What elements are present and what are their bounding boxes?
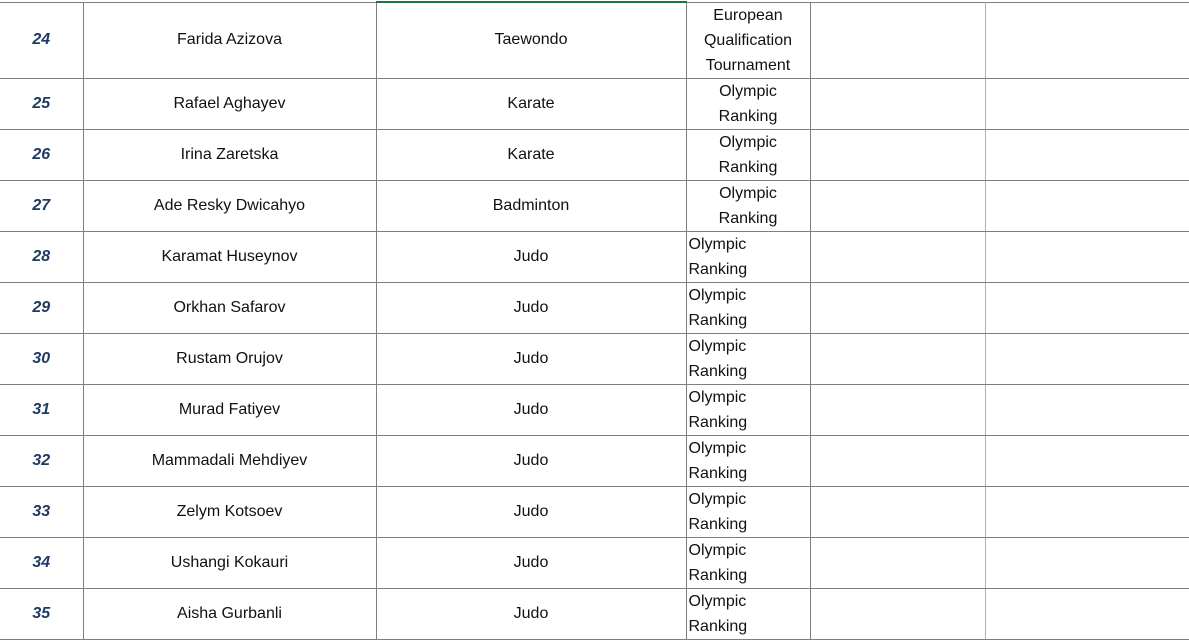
empty-cell[interactable] [985, 282, 1189, 333]
qualification-cell[interactable] [686, 2, 810, 78]
athlete-name-cell[interactable]: Murad Fatiyev [83, 384, 376, 435]
table-row [0, 384, 1189, 435]
empty-cell[interactable] [985, 231, 1189, 282]
empty-cell[interactable] [985, 486, 1189, 537]
empty-cell[interactable] [985, 333, 1189, 384]
empty-cell[interactable] [810, 129, 985, 180]
empty-cell[interactable] [985, 384, 1189, 435]
qualification-line: Ranking [688, 260, 748, 278]
qualification-line: Olympic [688, 286, 747, 304]
table-row [0, 435, 1189, 486]
qualification-cell[interactable] [686, 333, 810, 384]
athlete-table [0, 1, 1189, 640]
athlete-name-cell[interactable]: Ade Resky Dwicahyo [83, 180, 376, 231]
table-row [0, 333, 1189, 384]
sport-cell[interactable]: Judo [376, 435, 686, 486]
empty-cell[interactable] [985, 180, 1189, 231]
qualification-line: Ranking [718, 158, 778, 176]
qualification-line: Ranking [718, 107, 778, 125]
sport-cell[interactable]: Karate [376, 129, 686, 180]
qualification-cell[interactable] [686, 129, 810, 180]
qualification-cell[interactable] [686, 486, 810, 537]
qualification-line: Ranking [688, 362, 748, 380]
table-row [0, 588, 1189, 639]
sport-cell[interactable]: Judo [376, 282, 686, 333]
empty-cell[interactable] [810, 537, 985, 588]
empty-cell[interactable] [810, 231, 985, 282]
athlete-name-cell[interactable]: Aisha Gurbanli [83, 588, 376, 639]
athlete-name-cell[interactable]: Rustam Orujov [83, 333, 376, 384]
qualification-line: European [713, 6, 783, 24]
empty-cell[interactable] [985, 435, 1189, 486]
athlete-name-cell[interactable]: Mammadali Mehdiyev [83, 435, 376, 486]
sport-cell[interactable]: Judo [376, 231, 686, 282]
qualification-line: Ranking [688, 464, 748, 482]
qualification-cell[interactable] [686, 384, 810, 435]
table-row [0, 180, 1189, 231]
table-row [0, 486, 1189, 537]
sport-cell[interactable]: Judo [376, 588, 686, 639]
sport-cell[interactable]: Judo [376, 384, 686, 435]
empty-cell[interactable] [985, 537, 1189, 588]
qualification-line: Olympic [719, 133, 777, 151]
table-row [0, 129, 1189, 180]
table-row [0, 231, 1189, 282]
empty-cell[interactable] [985, 588, 1189, 639]
empty-cell[interactable] [810, 384, 985, 435]
sport-cell[interactable]: Taewondo [376, 2, 686, 78]
qualification-cell[interactable] [686, 435, 810, 486]
qualification-line: Olympic [688, 337, 747, 355]
qualification-line: Olympic [719, 82, 777, 100]
sport-cell[interactable]: Judo [376, 333, 686, 384]
qualification-cell[interactable] [686, 231, 810, 282]
qualification-line: Olympic [688, 388, 747, 406]
qualification-line: Olympic [719, 184, 777, 202]
empty-cell[interactable] [810, 180, 985, 231]
table-row [0, 282, 1189, 333]
row-number-cell[interactable]: 33 [0, 486, 83, 537]
sport-cell[interactable]: Judo [376, 537, 686, 588]
table-row [0, 537, 1189, 588]
row-number-cell[interactable]: 35 [0, 588, 83, 639]
empty-cell[interactable] [810, 78, 985, 129]
empty-cell[interactable] [810, 2, 985, 78]
qualification-cell[interactable] [686, 78, 810, 129]
empty-cell[interactable] [810, 333, 985, 384]
qualification-line: Tournament [705, 56, 791, 74]
athlete-name-cell[interactable]: Orkhan Safarov [83, 282, 376, 333]
qualification-cell[interactable] [686, 180, 810, 231]
qualification-cell[interactable] [686, 537, 810, 588]
row-number-cell[interactable]: 31 [0, 384, 83, 435]
qualification-line: Ranking [688, 566, 748, 584]
empty-cell[interactable] [810, 486, 985, 537]
qualification-line: Olympic [688, 490, 747, 508]
row-number-cell[interactable]: 25 [0, 78, 83, 129]
qualification-cell[interactable] [686, 282, 810, 333]
row-number-cell[interactable]: 27 [0, 180, 83, 231]
empty-cell[interactable] [985, 129, 1189, 180]
qualification-line: Ranking [688, 617, 748, 635]
row-number-cell[interactable]: 32 [0, 435, 83, 486]
qualification-line: Olympic [688, 235, 747, 253]
table-row [0, 78, 1189, 129]
qualification-cell[interactable] [686, 588, 810, 639]
row-number-cell[interactable]: 24 [0, 2, 83, 78]
empty-cell[interactable] [985, 2, 1189, 78]
row-number-cell[interactable]: 26 [0, 129, 83, 180]
qualification-line: Qualification [703, 31, 793, 49]
athlete-name-cell[interactable]: Karamat Huseynov [83, 231, 376, 282]
table-body [0, 2, 1189, 639]
sport-cell[interactable]: Badminton [376, 180, 686, 231]
table-row [0, 2, 1189, 78]
qualification-line: Olympic [688, 439, 747, 457]
empty-cell[interactable] [810, 282, 985, 333]
sport-cell[interactable]: Karate [376, 78, 686, 129]
qualification-line: Ranking [688, 413, 748, 431]
qualification-line: Ranking [718, 209, 778, 227]
sport-cell[interactable]: Judo [376, 486, 686, 537]
athlete-name-cell[interactable]: Zelym Kotsoev [83, 486, 376, 537]
qualification-line: Ranking [688, 515, 748, 533]
empty-cell[interactable] [810, 588, 985, 639]
athlete-name-cell[interactable]: Rafael Aghayev [83, 78, 376, 129]
row-number-cell[interactable]: 34 [0, 537, 83, 588]
athlete-name-cell[interactable]: Farida Azizova [83, 2, 376, 78]
empty-cell[interactable] [985, 78, 1189, 129]
qualification-line: Ranking [688, 311, 748, 329]
row-number-cell[interactable]: 30 [0, 333, 83, 384]
qualification-line: Olympic [688, 541, 747, 559]
athlete-name-cell[interactable]: Ushangi Kokauri [83, 537, 376, 588]
empty-cell[interactable] [810, 435, 985, 486]
row-number-cell[interactable]: 29 [0, 282, 83, 333]
row-number-cell[interactable]: 28 [0, 231, 83, 282]
athlete-name-cell[interactable]: Irina Zaretska [83, 129, 376, 180]
qualification-line: Olympic [688, 592, 747, 610]
